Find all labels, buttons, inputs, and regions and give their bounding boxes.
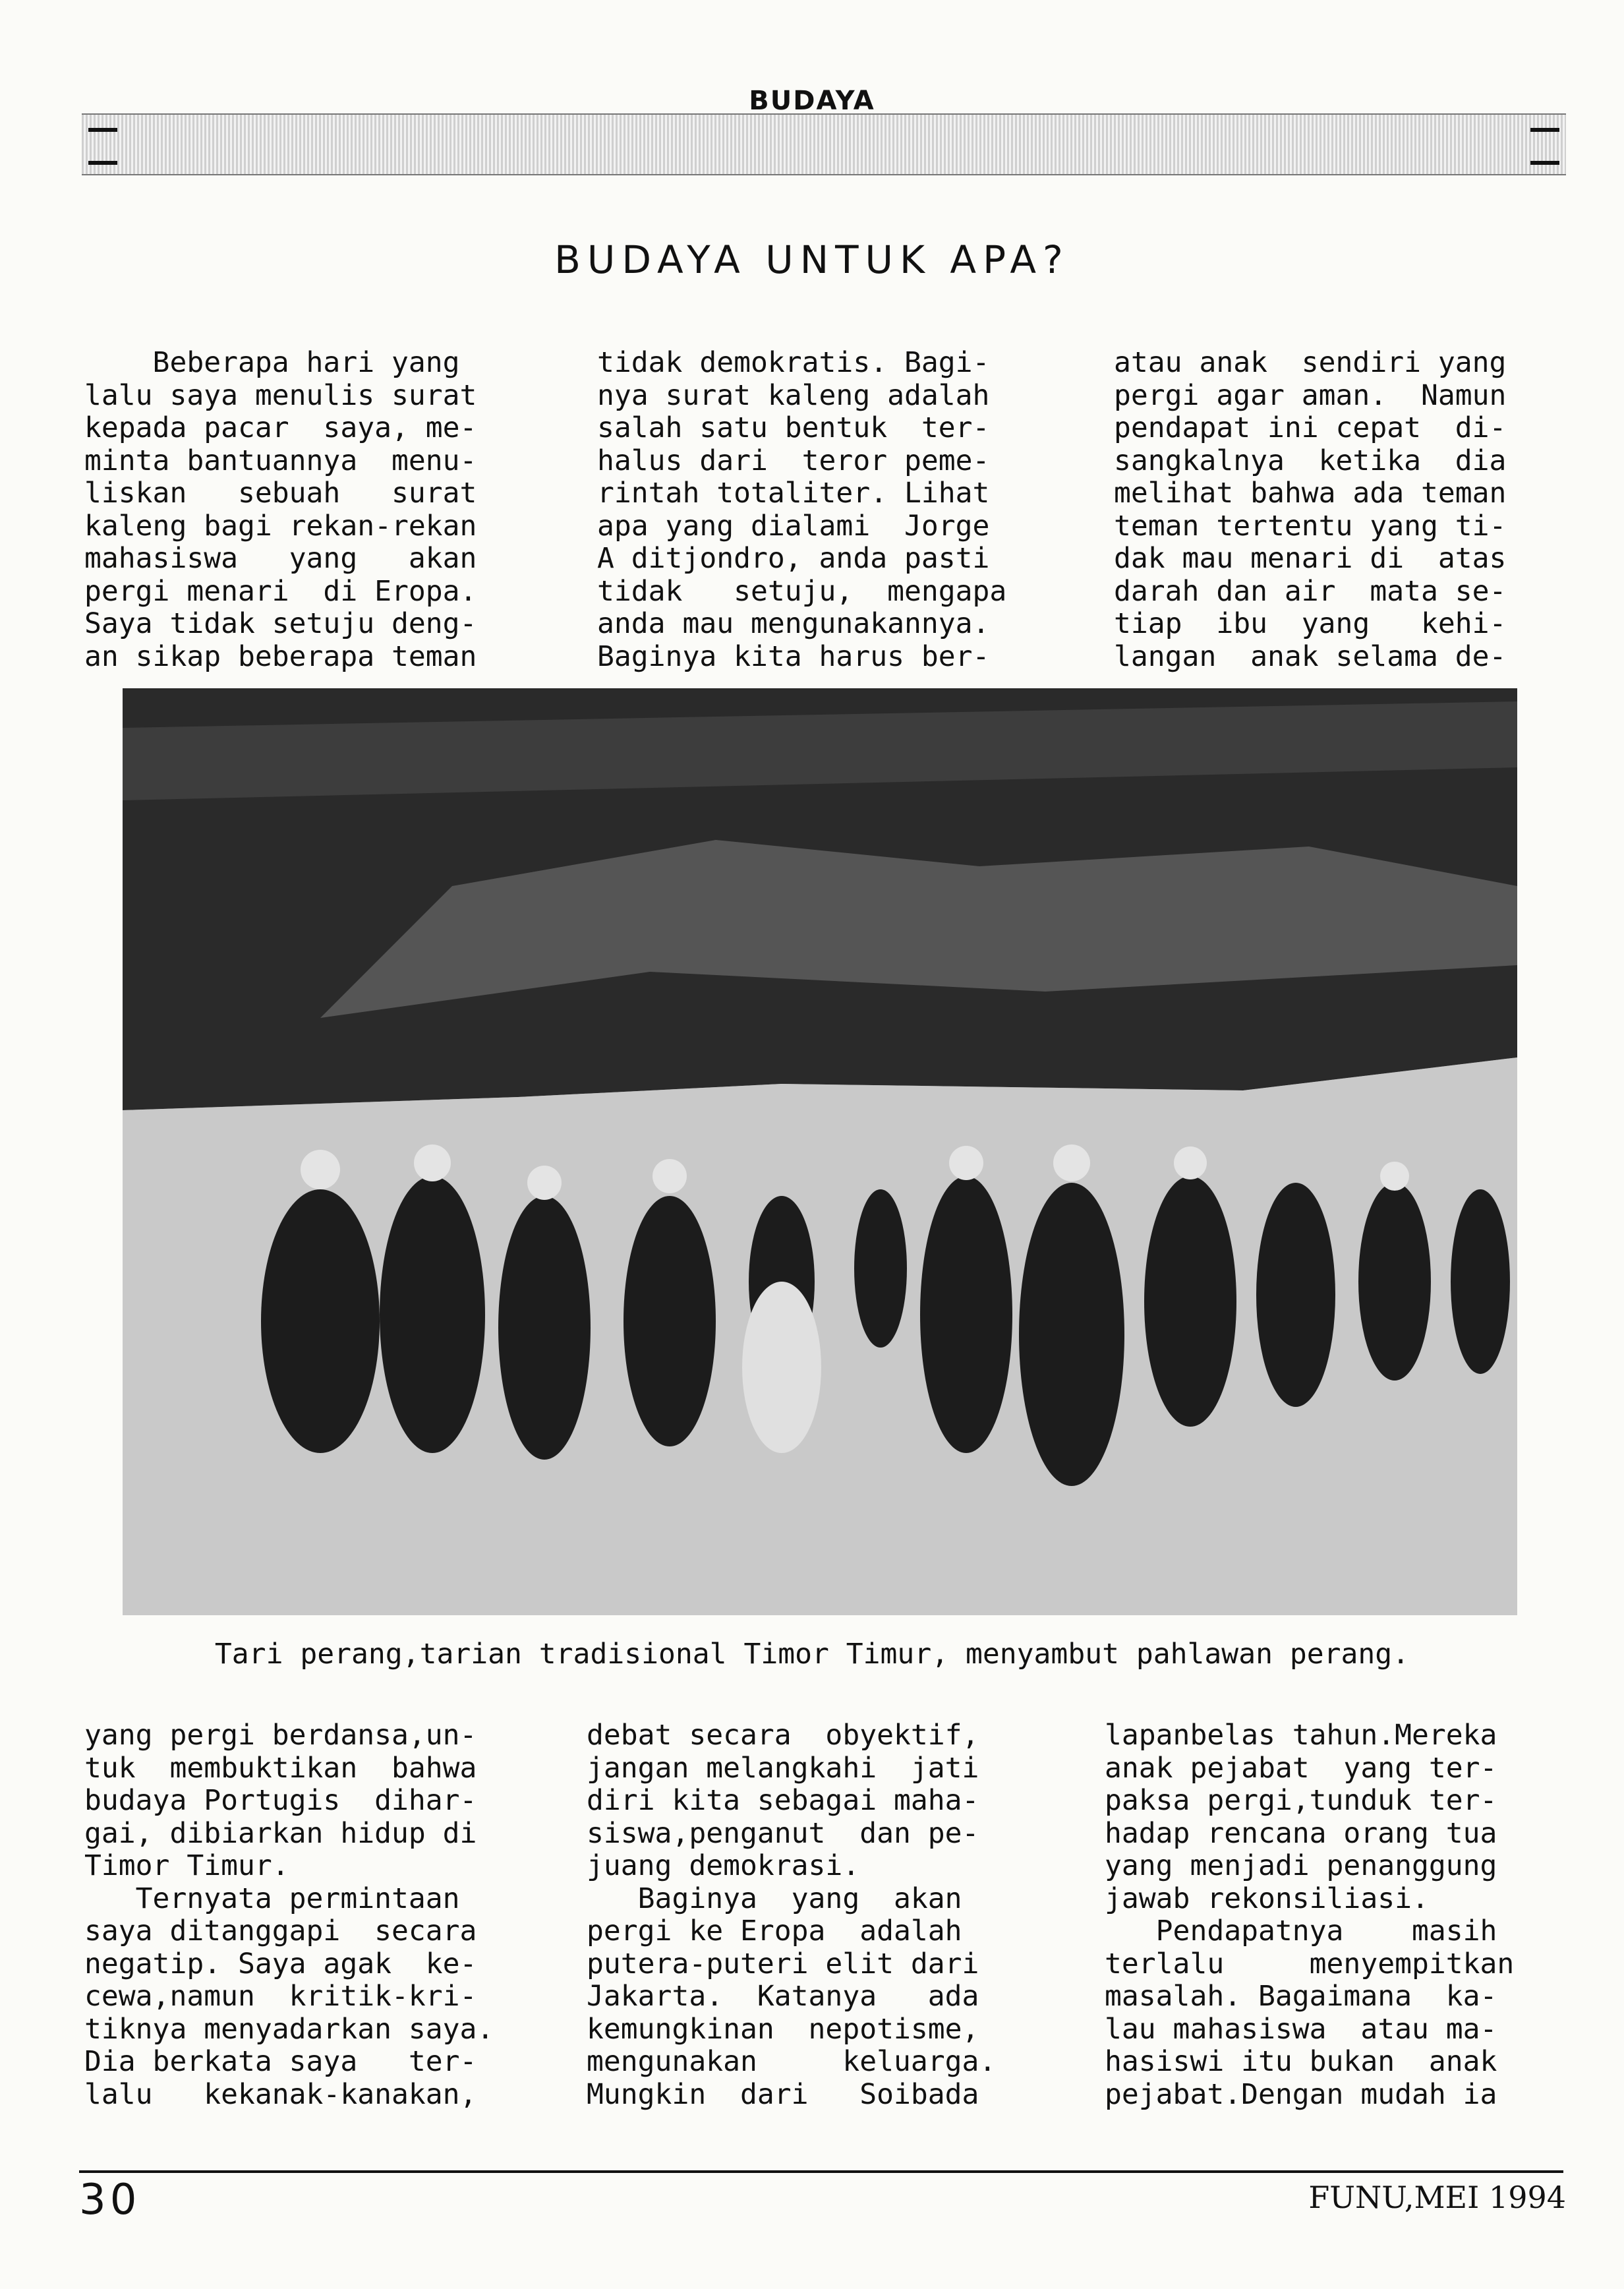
right-tick-mark — [1530, 128, 1559, 132]
photo-caption: Tari perang,tarian tradisional Timor Timur, menyambut pahlawan perang. — [214, 1638, 1410, 1671]
top-column-2: tidak demokratis. Bagi- nya surat kaleng adalah salah satu bentuk ter- halus dari teror peme- rintah totaliter. Lihat apa yang dialami Jorge A ditjondro, anda pasti tidak setuju, mengapa anda mau mengunakannya. Baginya kita harus ber- — [597, 346, 1007, 673]
right-tick-mark — [1530, 161, 1559, 165]
left-tick-mark — [88, 128, 117, 132]
dance-photo — [123, 688, 1517, 1615]
dance-photo-illustration — [123, 688, 1517, 1615]
bottom-column-2: debat secara obyektif, jangan melangkahi jati diri kita sebagai maha- siswa,penganut dan pe- juang demokrasi. Baginya yang akan pergi ke Eropa adalah putera-puteri elit dari Jakarta. Katanya ada kemungkinan nepotisme, mengunakan keluarga. Mungkin dari Soibada — [587, 1719, 997, 2111]
article-title: BUDAYA UNTUK APA? — [554, 237, 1070, 282]
section-label: BUDAYA — [749, 86, 875, 116]
top-column-1: Beberapa hari yang lalu saya menulis surat kepada pacar saya, me- minta bantuannya menu- liskan sebuah surat kaleng bagi rekan-rekan mahasiswa yang akan pergi menari di Eropa. Saya tidak setuju deng- an sikap beberapa teman — [84, 346, 477, 673]
page-number: 30 — [79, 2176, 141, 2224]
bottom-column-3: lapanbelas tahun.Mereka anak pejabat yang ter- paksa pergi,tunduk ter- hadap rencana orang tua yang menjadi penanggung jawab rekonsiliasi. Pendapatnya masih terlalu menyempitkan masalah. Bagaimana ka- lau mahasiswa atau ma- hasiswi itu bukan anak pejabat.Dengan mudah ia — [1105, 1719, 1515, 2111]
top-column-3: atau anak sendiri yang pergi agar aman. Namun pendapat ini cepat di- sangkalnya ketika dia melihat bahwa ada teman teman tertentu yang ti- dak mau menari di atas darah dan air mata se- tiap ibu yang kehi- langan anak selama de- — [1114, 346, 1507, 673]
left-tick-mark — [88, 161, 117, 165]
footer-rule — [79, 2170, 1563, 2173]
header-band — [82, 113, 1566, 175]
issue-date: FUNU,MEI 1994 — [1308, 2180, 1566, 2215]
bottom-column-1: yang pergi berdansa,un- tuk membuktikan bahwa budaya Portugis dihar- gai, dibiarkan hidup di Timor Timur. Ternyata permintaan saya ditanggapi secara negatip. Saya agak ke- cewa,namun kritik-kri- tiknya menyadarkan saya. Dia berkata saya ter- lalu kekanak-kanakan, — [84, 1719, 494, 2111]
